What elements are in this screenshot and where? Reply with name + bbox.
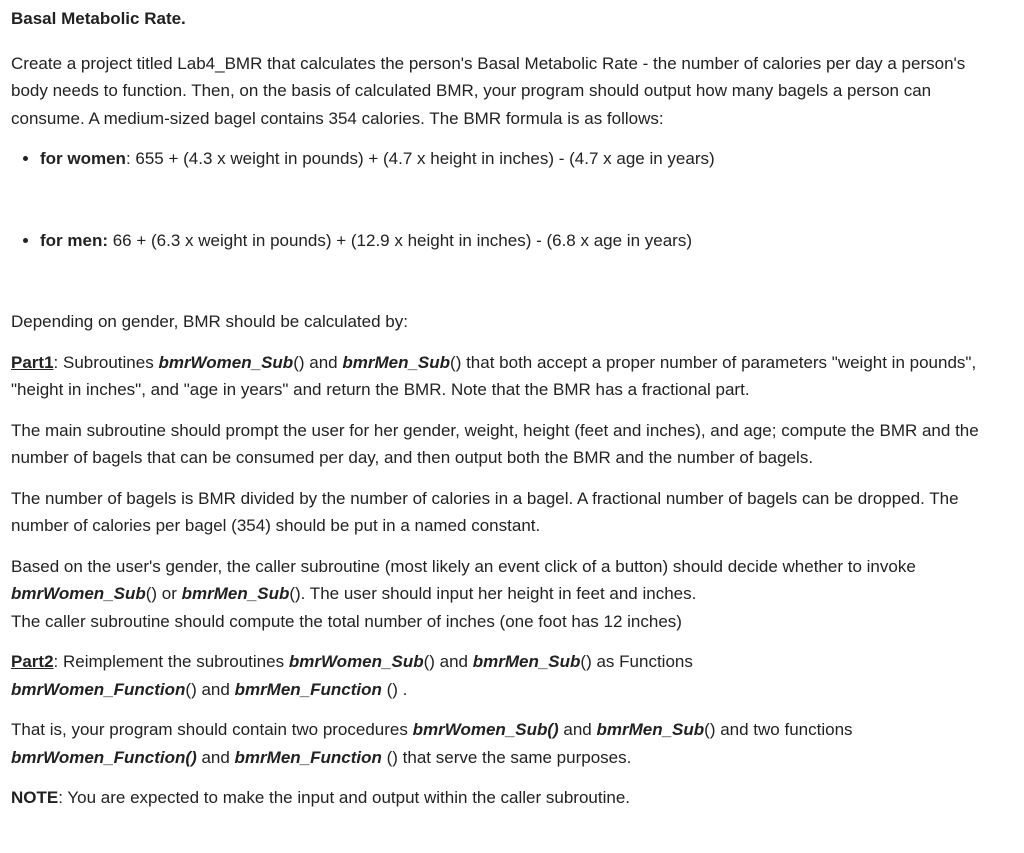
part2-label: Part2 bbox=[11, 652, 54, 671]
part2-text: () as Functions bbox=[580, 652, 693, 671]
depending-paragraph: Depending on gender, BMR should be calculated by: bbox=[11, 312, 408, 331]
caller-text: The caller subroutine should compute the total number of inches (one foot has 12 inches) bbox=[11, 611, 682, 631]
men-formula-list bbox=[11, 227, 1001, 255]
caller-text: Based on the user's gender, the caller subroutine (most likely an event click of a button) should decide whether to invoke bbox=[11, 556, 916, 576]
page-title: Basal Metabolic Rate. bbox=[11, 9, 186, 28]
part2-func-men-sub: bmrMen_Sub bbox=[472, 652, 581, 671]
women-formula: : 655 + (4.3 x weight in pounds) + (4.7 x height in inches) - (4.7 x age in years) bbox=[125, 149, 715, 168]
note-label: NOTE bbox=[11, 788, 59, 807]
part2-text: () . bbox=[381, 679, 408, 699]
men-formula-item bbox=[40, 227, 1001, 255]
part2-func-women-sub: bmrWomen_Sub bbox=[288, 652, 424, 671]
that-is-text: That is, your program should contain two procedures bbox=[11, 720, 413, 739]
part2-paragraph bbox=[11, 648, 1001, 703]
that-is-text: () that serve the same purposes. bbox=[381, 747, 632, 767]
that-is-func-men-function: bmrMen_Function bbox=[234, 747, 382, 767]
bagels-paragraph: The number of bagels is BMR divided by the number of calories in a bagel. A fractional number of bagels can be dropped. The number of calories per bagel (354) should be put in a named constant. bbox=[11, 488, 959, 535]
that-is-func-men-sub: bmrMen_Sub bbox=[596, 720, 705, 739]
women-formula-list bbox=[11, 145, 1001, 173]
caller-text: (). The user should input her height in feet and inches. bbox=[289, 584, 697, 603]
main-subroutine-paragraph: The main subroutine should prompt the user for her gender, weight, height (feet and inches), and age; compute the BMR and the number of bagels that can be consumed per day, and then output both the BMR and the number of bagels. bbox=[11, 420, 979, 467]
men-label: for men: bbox=[40, 230, 108, 250]
note-paragraph bbox=[11, 784, 1001, 812]
part1-func-men: bmrMen_Sub bbox=[342, 352, 451, 372]
intro-paragraph: Create a project titled Lab4_BMR that calculates the person's Basal Metabolic Rate - the number of calories per day a person's body needs to function. Then, on the basis of calculated BMR, your program should output how many bagels a person can consume. A medium-sized bagel contains 354 calories. The BMR formula is as follows: bbox=[11, 53, 966, 128]
part2-text: () and bbox=[185, 679, 235, 699]
part2-text: () and bbox=[423, 652, 473, 671]
part2-text: : Reimplement the subroutines bbox=[53, 652, 289, 671]
part1-func-women: bmrWomen_Sub bbox=[158, 352, 294, 372]
that-is-text: and bbox=[558, 720, 597, 739]
part1-text: () that both accept a proper number of parameters "weight in pounds", "height in inches", and "age in years" and return the BMR. Note that the BMR has a fractional part. bbox=[11, 352, 977, 399]
that-is-paragraph bbox=[11, 716, 1001, 771]
part1-label: Part1 bbox=[11, 352, 54, 372]
part1-text: () and bbox=[293, 352, 343, 372]
caller-func-men: bmrMen_Sub bbox=[181, 584, 290, 603]
women-formula-item bbox=[40, 145, 1001, 173]
part2-func-men-function: bmrMen_Function bbox=[234, 679, 382, 699]
that-is-func-women-function: bmrWomen_Function() bbox=[11, 747, 197, 767]
caller-paragraph bbox=[11, 553, 1001, 636]
that-is-func-women-sub: bmrWomen_Sub() bbox=[412, 720, 559, 739]
assignment-document bbox=[11, 2, 1001, 812]
men-formula: 66 + (6.3 x weight in pounds) + (12.9 x height in inches) - (6.8 x age in years) bbox=[108, 230, 692, 250]
part2-func-women-function: bmrWomen_Function bbox=[11, 679, 186, 699]
that-is-text: and bbox=[196, 747, 235, 767]
note-text: : You are expected to make the input and output within the caller subroutine. bbox=[58, 788, 631, 807]
that-is-text: () and two functions bbox=[704, 720, 853, 739]
women-label: for women bbox=[40, 149, 126, 168]
caller-text: () or bbox=[145, 584, 182, 603]
part1-paragraph bbox=[11, 349, 1001, 404]
part1-text: : Subroutines bbox=[53, 352, 159, 372]
caller-func-women: bmrWomen_Sub bbox=[11, 584, 146, 603]
